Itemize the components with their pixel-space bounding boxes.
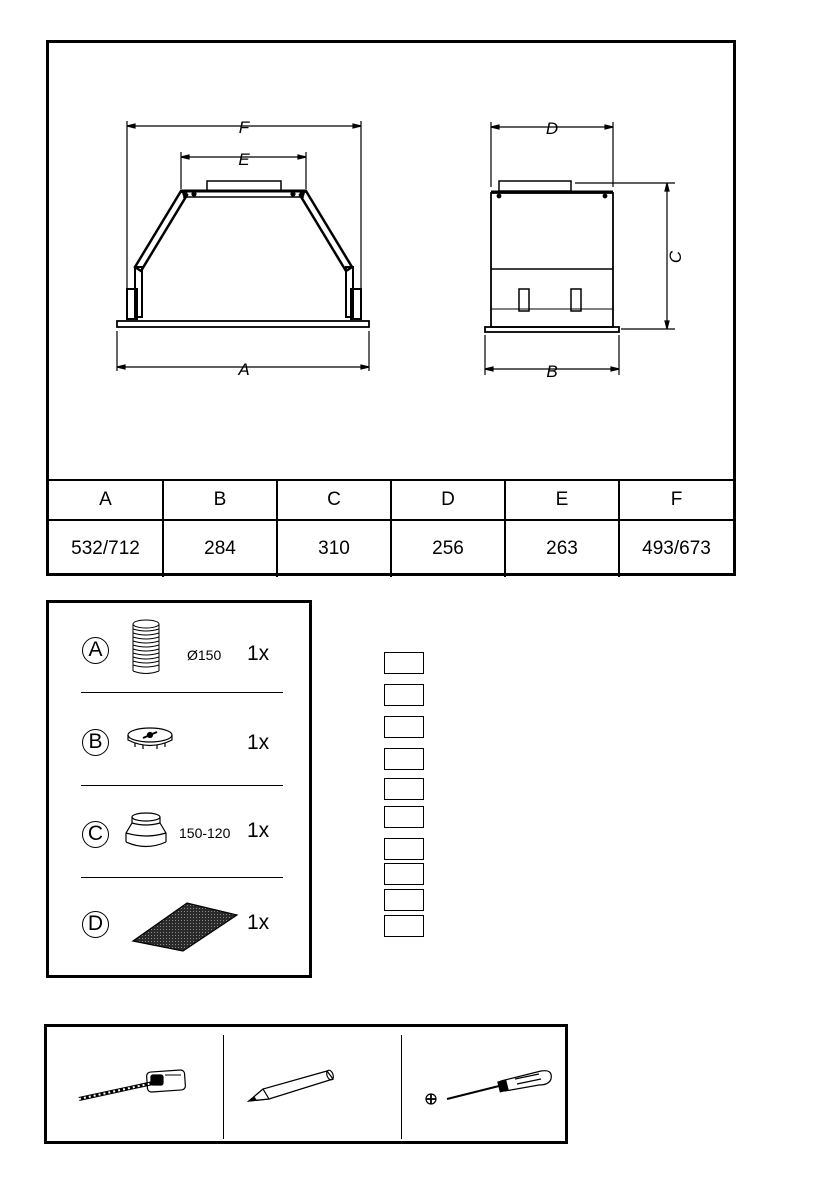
tools-panel bbox=[44, 1024, 568, 1144]
flexible-duct-icon bbox=[131, 619, 161, 677]
accessory-divider bbox=[81, 692, 283, 693]
accessories-panel bbox=[46, 600, 312, 978]
tool-divider bbox=[401, 1035, 402, 1139]
accessory-qty: 1x bbox=[247, 819, 270, 842]
dimensions-value-row bbox=[49, 520, 733, 577]
accessory-item-a bbox=[49, 607, 309, 697]
dim-value-d: 256 bbox=[391, 520, 505, 577]
checkbox[interactable] bbox=[384, 778, 424, 800]
accessory-letter: B bbox=[82, 729, 109, 756]
phillips-screwdriver-icon bbox=[419, 1063, 559, 1109]
dim-value-c: 310 bbox=[277, 520, 391, 577]
tool-divider bbox=[223, 1035, 224, 1139]
accessory-qty: 1x bbox=[247, 731, 270, 754]
dim-header-d: D bbox=[391, 480, 505, 520]
checkbox[interactable] bbox=[384, 748, 424, 770]
dim-header-e: E bbox=[505, 480, 619, 520]
side-view-drawing bbox=[479, 117, 709, 387]
checkbox[interactable] bbox=[384, 684, 424, 706]
dim-header-f: F bbox=[619, 480, 733, 520]
dim-header-a: A bbox=[49, 480, 163, 520]
checkbox[interactable] bbox=[384, 716, 424, 738]
label-c: C bbox=[666, 250, 685, 264]
accessory-item-b bbox=[49, 695, 309, 785]
label-d: D bbox=[545, 119, 559, 138]
dim-header-b: B bbox=[163, 480, 277, 520]
accessory-qty: 1x bbox=[247, 642, 270, 665]
damper-valve-icon bbox=[125, 725, 175, 751]
label-f: F bbox=[238, 118, 250, 137]
dim-value-e: 263 bbox=[505, 520, 619, 577]
dimensions-header-row bbox=[49, 480, 733, 520]
dim-value-b: 284 bbox=[163, 520, 277, 577]
accessory-item-c bbox=[49, 787, 309, 877]
accessory-letter: D bbox=[82, 911, 109, 938]
checkbox[interactable] bbox=[384, 889, 424, 911]
accessory-size: 150-120 bbox=[179, 825, 231, 841]
measuring-tape-icon bbox=[75, 1063, 191, 1103]
checkbox[interactable] bbox=[384, 652, 424, 674]
accessory-divider bbox=[81, 785, 283, 786]
grease-filter-mat-icon bbox=[129, 901, 239, 953]
accessory-letter: C bbox=[82, 821, 109, 848]
accessory-item-d bbox=[49, 879, 309, 969]
accessory-size: Ø150 bbox=[187, 647, 222, 663]
checkbox[interactable] bbox=[384, 915, 424, 937]
dimensions-table bbox=[49, 479, 733, 577]
label-a: A bbox=[238, 360, 250, 379]
front-view-drawing bbox=[103, 109, 443, 389]
dimensions-panel bbox=[46, 40, 736, 576]
dim-header-c: C bbox=[277, 480, 391, 520]
checkbox[interactable] bbox=[384, 863, 424, 885]
label-e: E bbox=[238, 150, 250, 169]
pencil-icon bbox=[241, 1067, 341, 1107]
dim-value-f: 493/673 bbox=[619, 520, 733, 577]
checkbox[interactable] bbox=[384, 838, 424, 860]
checkbox[interactable] bbox=[384, 806, 424, 828]
accessory-letter: A bbox=[82, 637, 109, 664]
label-b: B bbox=[546, 362, 558, 381]
reducer-collar-icon bbox=[123, 811, 169, 851]
accessory-divider bbox=[81, 877, 283, 878]
accessory-qty: 1x bbox=[247, 911, 270, 934]
dim-value-a: 532/712 bbox=[49, 520, 163, 577]
